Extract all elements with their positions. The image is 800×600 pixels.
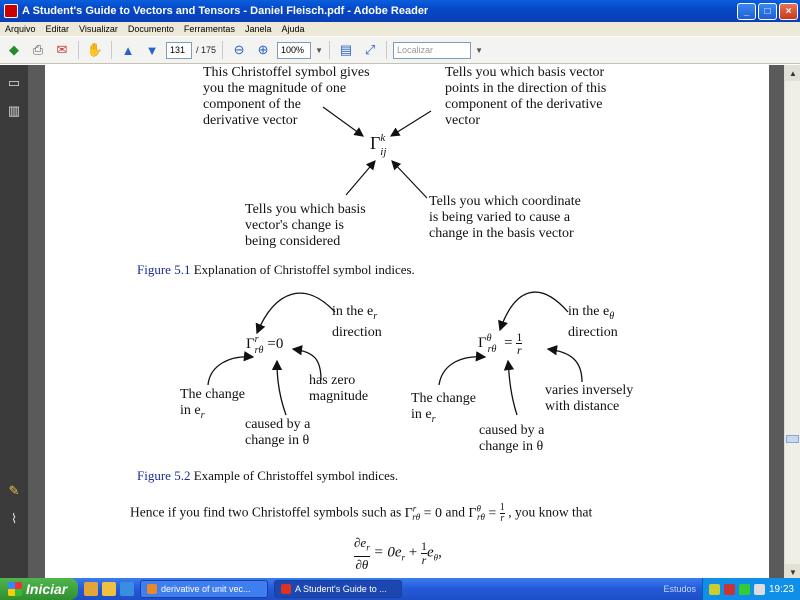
antivirus-icon[interactable] (739, 584, 750, 595)
find-input[interactable]: Localizar (393, 42, 471, 59)
fig52-left-caused: caused by a change in θ (245, 417, 311, 448)
next-page-icon[interactable]: ▼ (145, 42, 159, 58)
scroll-up-icon[interactable]: ▲ (785, 65, 800, 81)
find-dropdown-icon[interactable]: ▼ (475, 45, 483, 55)
hand-tool-icon[interactable]: ✋ (86, 42, 104, 57)
body-text: Hence if you find two Christoffel symbols such as $\Gamma^r_{r\theta} = 0$ and $\Gamma^\theta_{r\theta}$ = $\frac{1}{r}$ , you know that (130, 501, 593, 524)
figure-5-2-caption: Figure 5.2 Example of Christoffel symbol indices. (137, 468, 399, 483)
menu-bar (0, 22, 800, 36)
zoom-in-icon[interactable]: ⊕ (257, 42, 269, 57)
folder-icon[interactable] (102, 582, 116, 596)
page-number-input[interactable]: 131 (166, 42, 192, 59)
figure-5-1-caption: Figure 5.1 Explanation of Christoffel symbol indices. (137, 262, 415, 277)
fig52-right-change: The change in $e_r$ (411, 391, 476, 425)
browser-icon[interactable] (120, 582, 134, 596)
network-icon[interactable] (709, 584, 720, 595)
firefox-icon (147, 584, 157, 594)
fit-page-icon[interactable]: ▤ (339, 42, 353, 57)
christoffel-symbol: $\Gamma^k_{ij}$ (370, 132, 387, 158)
zoom-level-input[interactable]: 100% (277, 42, 311, 59)
close-button[interactable]: × (779, 3, 798, 20)
fig51-annotation-basis-direction: Tells you which basis vector points in the direction of this component of the derivative vector (445, 65, 607, 128)
pages-icon[interactable]: ▭ (7, 75, 21, 90)
print-icon[interactable]: ⎙ (32, 42, 44, 57)
arrow-bottom-right (392, 161, 427, 198)
menu-janela[interactable]: Janela (244, 24, 272, 34)
fig52-left-change: The change in $e_r$ (180, 387, 245, 421)
tray-label[interactable]: Estudos (663, 584, 696, 594)
fig52-right-varies: varies inversely with distance (545, 383, 634, 414)
arrow-left-caused (277, 361, 286, 415)
share-icon[interactable]: ✉ (56, 42, 68, 57)
fig52-left-symbol: $\Gamma^r_{r\theta} =0$ (246, 334, 284, 356)
adobe-reader-icon (281, 584, 291, 594)
previous-page-icon[interactable]: ▲ (121, 42, 135, 58)
scroll-down-icon[interactable]: ▼ (785, 564, 800, 580)
toolbar-divider (111, 41, 112, 59)
fig52-right-symbol: $\Gamma^\theta_{r\theta}$ = $\frac{1}{r}$ (478, 330, 523, 357)
fig52-left-zero: has zero magnitude (309, 373, 369, 404)
task-firefox[interactable]: derivative of unit vec... (140, 580, 268, 598)
navigation-pane (0, 65, 28, 580)
toolbar-divider (386, 41, 387, 59)
maximize-button[interactable]: □ (758, 3, 777, 20)
full-screen-icon[interactable]: ⤢ (364, 42, 376, 57)
menu-arquivo[interactable]: Arquivo (5, 24, 36, 34)
fig52-left-in-direction: in the $e_r$ direction (332, 304, 382, 340)
display-equation: $\frac{\partial e_r}{\partial\theta}$ = $0e_r$ + $\frac{1}{r}$ $e_\theta$, (354, 535, 442, 572)
arrow-right-direction (500, 292, 568, 330)
fig52-right-in-direction: in the $e_\theta$ direction (568, 304, 618, 340)
menu-documento[interactable]: Documento (127, 24, 174, 34)
arrow-right-varies (548, 349, 582, 382)
fig51-annotation-magnitude: This Christoffel symbol gives you the magnitude of one component of the derivative vector (203, 65, 370, 128)
system-tray (702, 578, 800, 600)
vertical-scrollbar[interactable] (784, 65, 800, 580)
menu-editar[interactable]: Editar (45, 24, 70, 34)
quick-launch (84, 582, 134, 596)
menu-ferramentas[interactable]: Ferramentas (183, 24, 235, 34)
taskbar (0, 578, 800, 600)
arrow-top-left (323, 107, 363, 136)
fig51-annotation-coordinate: Tells you which coordinate is being varied to cause a change in the basis vector (429, 194, 581, 241)
document-area (28, 65, 784, 580)
arrow-top-right (391, 111, 431, 136)
window-title: A Student's Guide to Vectors and Tensors - Daniel Fleisch.pdf - Adobe Reader (22, 5, 429, 17)
comments-icon[interactable]: ✎ (8, 483, 20, 498)
attachments-icon[interactable]: ⌇ (10, 511, 18, 526)
arrow-left-direction (257, 293, 335, 333)
start-button[interactable]: Iniciar (0, 578, 78, 600)
clock[interactable]: 19:23 (768, 583, 794, 595)
menu-ajuda[interactable]: Ajuda (281, 24, 305, 34)
page-count: / 175 (196, 45, 217, 55)
arrow-left-change (208, 357, 253, 385)
adobe-reader-icon (4, 4, 18, 18)
toolbar-divider (222, 41, 223, 59)
pdf-page (45, 65, 769, 580)
volume-icon[interactable] (754, 584, 765, 595)
chevron-down-icon[interactable]: ▼ (315, 45, 323, 55)
figure-5-1-label[interactable]: Figure 5.1 (137, 262, 191, 277)
fig51-annotation-basis-change: Tells you which basis vector's change is being considered (245, 202, 366, 249)
toolbar-divider (78, 41, 79, 59)
toolbar-divider (329, 41, 330, 59)
arrow-right-caused (508, 361, 517, 415)
toolbar (0, 37, 800, 64)
scroll-thumb[interactable] (786, 435, 799, 443)
bookmarks-icon[interactable]: ▥ (7, 103, 21, 118)
mail-icon[interactable] (724, 584, 735, 595)
fig52-right-caused: caused by a change in θ (479, 423, 545, 454)
arrow-right-change (439, 357, 485, 385)
zoom-out-icon[interactable]: ⊖ (233, 42, 245, 57)
arrow-bottom-left (346, 161, 375, 195)
create-pdf-icon[interactable]: ◆ (9, 42, 19, 57)
title-bar (0, 0, 800, 22)
explorer-icon[interactable] (84, 582, 98, 596)
menu-visualizar[interactable]: Visualizar (79, 24, 118, 34)
windows-logo-icon (8, 582, 22, 596)
figure-5-2-label[interactable]: Figure 5.2 (137, 468, 191, 483)
minimize-button[interactable]: _ (737, 3, 756, 20)
task-adobe-reader[interactable]: A Student's Guide to ... (274, 580, 402, 598)
